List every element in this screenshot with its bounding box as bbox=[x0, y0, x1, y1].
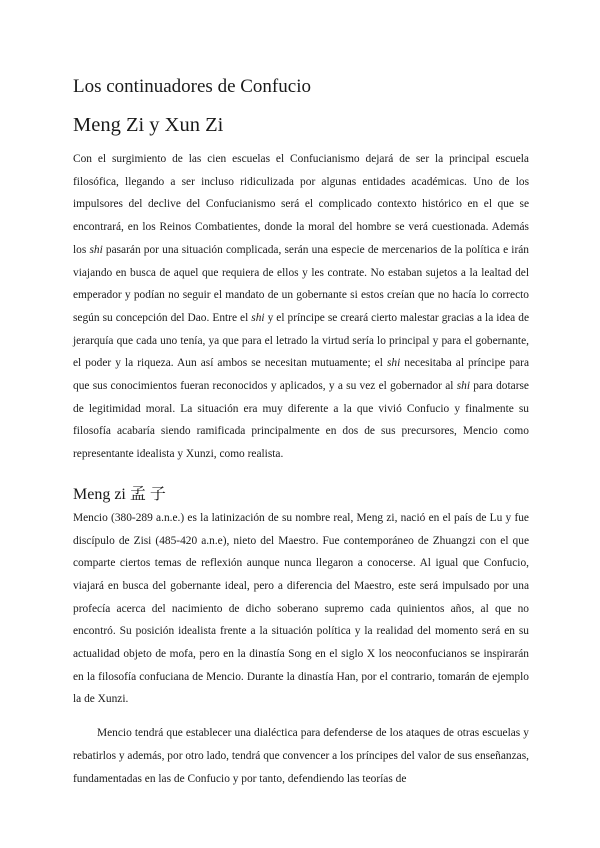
shi-term: shi bbox=[251, 311, 265, 324]
mencio-paragraph-1: Mencio (380-289 a.n.e.) es la latinización de su nombre real, Meng zi, nació en el país de Lu y fue discípulo de Zisi (485-420 a.n.e), nieto del Maestro. Fue contemporáneo de Zhuangzi con el que comparte ciertos temas de reflexión aunque nunca llegaron a conocerse. Al igual que Confucio, viajará en busca del gobernante ideal, pero a diferencia del Maestro, este será impulsado por una profecía acerca del nacimiento de dicho soberano supremo cada quinientos años, al que no encontró. Su posición idealista frente a la situación política y la realidad del momento será en su actualidad objeto de mofa, pero en la dinastía Song en el siglo X los neoconfucianos se inspirarán en la filosofía confuciana de Mencio. Durante la dinastía Han, por el contrario, tomarán de ejemplo la de Xunzi. bbox=[73, 511, 529, 706]
document-subtitle: Meng Zi y Xun Zi bbox=[73, 114, 224, 136]
document-title: Los continuadores de Confucio bbox=[73, 76, 311, 97]
intro-text-3: y el príncipe se creará cierto malestar gracias a la idea de jerarquía que cada uno tenía, ya que para el letrado la virtud sería lo principal y para el gobernante, el poder y la riqueza. Aun así ambos se necesitan mutuamente; el bbox=[73, 311, 530, 370]
section-heading: Meng zi 孟 子 bbox=[73, 485, 166, 503]
intro-text-5: para dotarse de legitimidad moral. La situación era muy diferente a la que vivió Confucio y finalmente su filosofía acabaría siendo ramificada principalmente en dos de sus precursores, Mencio como representante idealista y Xunzi, como realista. bbox=[73, 380, 529, 461]
shi-term: shi bbox=[386, 357, 401, 370]
page-content bbox=[73, 74, 529, 790]
intro-text-2: pasarán por una situación complicada, serán una especie de mercenarios de la política e irán viajando en busca de aquel que requiera de ellos y les contrate. No estaban sujetos a la lealtad del emperador y podían no seguir el mandato de un gobernante si estos creían que no hacía lo correcto según su concepción del Dao. Entre el bbox=[73, 243, 529, 324]
intro-text-4: necesitaba al príncipe para que sus conocimientos fueran reconocidos y aplicados, y a su vez el gobernador al bbox=[73, 357, 529, 393]
intro-text-1: Con el surgimiento de las cien escuelas el Confucianismo dejará de ser la principal escuela filosófica, llegando a ser incluso ridiculizada por algunas entidades académicas. Uno de los impulsores del declive del Confucianismo será el complicado contexto histórico en el que se encontrará, en los Reinos Combatientes, donde la moral del hombre se verá cuestionada. Además los bbox=[73, 153, 529, 256]
shi-term: shi bbox=[89, 243, 103, 256]
mencio-paragraph-2: Mencio tendrá que establecer una dialéctica para defenderse de los ataques de otras escuelas y rebatirlos y además, por otro lado, tendrá que convencer a los príncipes del valor de sus enseñanzas, fundamentadas en las de Confucio y por tanto, defendiendo las teorías de bbox=[73, 727, 529, 785]
intro-paragraph bbox=[73, 148, 529, 466]
shi-term: shi bbox=[456, 380, 470, 393]
